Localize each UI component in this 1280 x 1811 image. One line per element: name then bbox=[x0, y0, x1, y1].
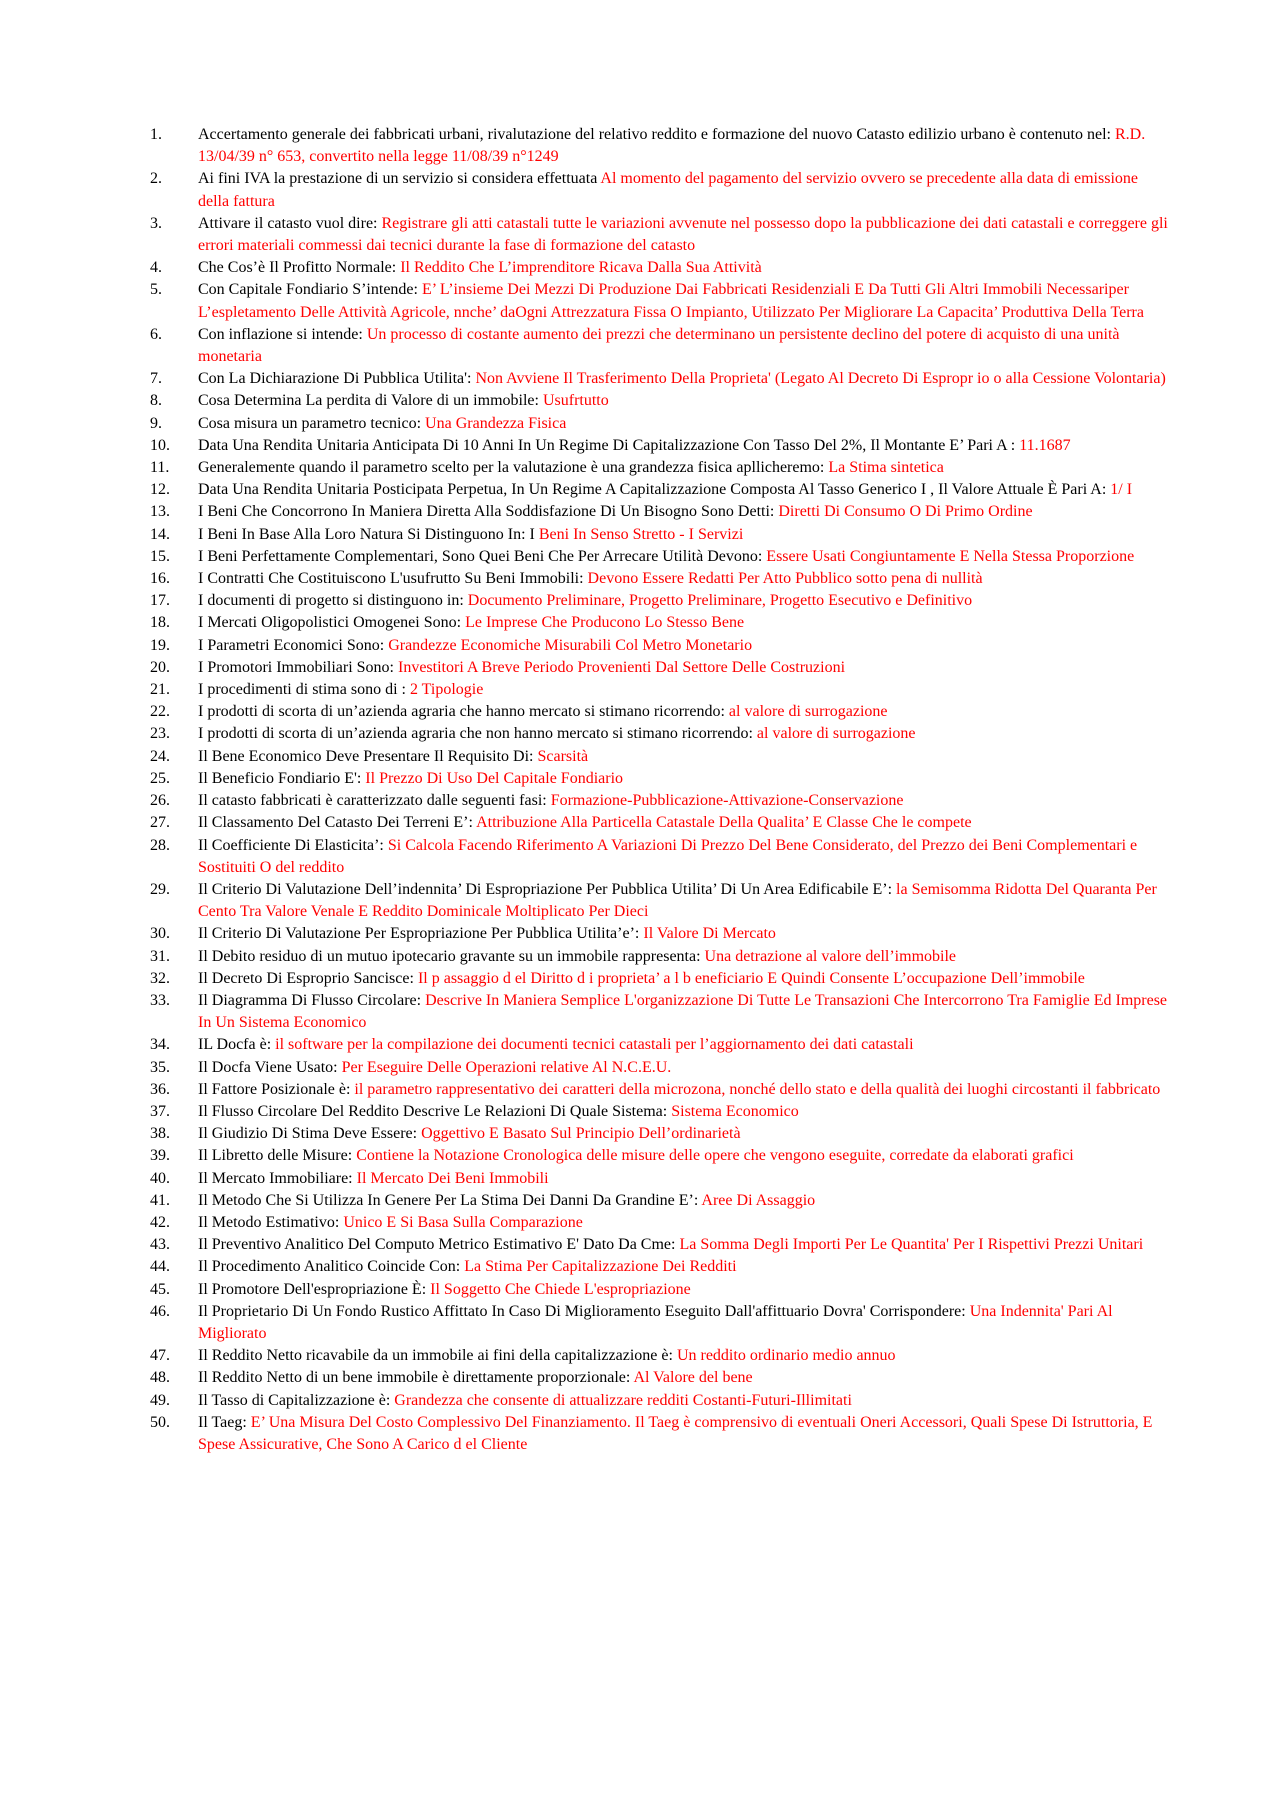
list-item bbox=[150, 524, 1170, 546]
item-number: 50. bbox=[150, 1413, 170, 1431]
question-text: Con Capitale Fondiario S’intende: bbox=[198, 281, 422, 299]
question-text: Il Giudizio Di Stima Deve Essere: bbox=[198, 1125, 422, 1143]
answer-text: La Somma Degli Importi Per Le Quantita' Per I Rispettivi Prezzi Unitari bbox=[679, 1236, 1144, 1254]
answer-text: Essere Usati Congiuntamente E Nella Stessa Proporzione bbox=[766, 547, 1135, 565]
item-number: 8. bbox=[150, 392, 162, 410]
question-text: Ai fini IVA la prestazione di un servizio si considera effettuata bbox=[198, 170, 601, 188]
list-item bbox=[150, 879, 1170, 923]
list-item bbox=[150, 390, 1170, 412]
question-text: Il Reddito Netto ricavabile da un immobile ai fini della capitalizzazione è: bbox=[198, 1347, 677, 1365]
list-item bbox=[150, 368, 1170, 390]
list-item bbox=[150, 546, 1170, 568]
answer-text: Diretti Di Consumo O Di Primo Ordine bbox=[778, 503, 1033, 521]
answer-text: Aree Di Assaggio bbox=[701, 1191, 816, 1209]
item-number: 40. bbox=[150, 1169, 170, 1187]
list-item bbox=[150, 124, 1170, 168]
item-number: 34. bbox=[150, 1036, 170, 1054]
item-number: 47. bbox=[150, 1347, 170, 1365]
item-number: 46. bbox=[150, 1302, 170, 1320]
list-item bbox=[150, 923, 1170, 945]
question-text: Il Bene Economico Deve Presentare Il Requisito Di: bbox=[198, 747, 538, 765]
question-text: Cosa Determina La perdita di Valore di un immobile: bbox=[198, 392, 543, 410]
item-number: 44. bbox=[150, 1258, 170, 1276]
question-text: Il Debito residuo di un mutuo ipotecario gravante su un immobile rappresenta: bbox=[198, 947, 705, 965]
question-text: Il Libretto delle Misure: bbox=[198, 1147, 357, 1165]
question-text: Il Tasso di Capitalizzazione è: bbox=[198, 1391, 395, 1409]
list-item bbox=[150, 501, 1170, 523]
list-item bbox=[150, 1034, 1170, 1056]
answer-text: Beni In Senso Stretto - I Servizi bbox=[538, 525, 744, 543]
question-text: Il Criterio Di Valutazione Per Espropriazione Per Pubblica Utilita’e’: bbox=[198, 925, 644, 943]
question-text: Accertamento generale dei fabbricati urbani, rivalutazione del relativo reddito e formazione del nuovo Catasto edilizio urbano è contenuto nel: bbox=[198, 126, 1115, 143]
item-number: 7. bbox=[150, 370, 162, 388]
question-text: Con La Dichiarazione Di Pubblica Utilita': bbox=[198, 370, 476, 388]
question-text: I Mercati Oligopolistici Omogenei Sono: bbox=[198, 614, 466, 632]
question-text: Il Procedimento Analitico Coincide Con: bbox=[198, 1258, 465, 1276]
list-item bbox=[150, 1079, 1170, 1101]
item-number: 26. bbox=[150, 792, 170, 810]
question-text: I Contratti Che Costituiscono L'usufrutto Su Beni Immobili: bbox=[198, 570, 588, 588]
list-item bbox=[150, 324, 1170, 368]
item-number: 9. bbox=[150, 414, 162, 432]
answer-text: Registrare gli atti catastali tutte le variazioni avvenute nel possesso dopo la pubblicazione dei dati catastali e correggere gli errori materiali commessi dai tecnici durante la fase di formazione del catasto bbox=[198, 214, 1168, 255]
list-item bbox=[150, 768, 1170, 790]
list-item bbox=[150, 435, 1170, 457]
answer-text: Scarsità bbox=[537, 747, 589, 765]
question-text: Il catasto fabbricati è caratterizzato dalle seguenti fasi: bbox=[198, 792, 551, 810]
question-text: Data Una Rendita Unitaria Posticipata Perpetua, In Un Regime A Capitalizzazione Composta Al Tasso Generico I , Il Valore Attuale È Pari A: bbox=[198, 481, 1111, 499]
question-text: Il Taeg: bbox=[198, 1413, 251, 1431]
question-text: I Beni Che Concorrono In Maniera Diretta Alla Soddisfazione Di Un Bisogno Sono Detti: bbox=[198, 503, 779, 521]
item-number: 35. bbox=[150, 1058, 170, 1076]
answer-text: E’ Una Misura Del Costo Complessivo Del Finanziamento. Il Taeg è comprensivo di eventuali Oneri Accessori, Quali Spese Di Istruttoria, E Spese Assicurative, Che Sono A Carico d el Cliente bbox=[198, 1413, 1153, 1453]
answer-text: Al momento del pagamento del servizio ovvero se precedente alla data di emissione della fattura bbox=[198, 170, 1138, 210]
item-number: 5. bbox=[150, 281, 162, 299]
answer-text: Descrive In Maniera Semplice L'organizzazione Di Tutte Le Transazioni Che Intercorrono Tra Famiglie Ed Imprese In Un Sistema Economico bbox=[198, 991, 1168, 1032]
question-text: Generalemente quando il parametro scelto per la valutazione è una grandezza fisica apllicheremo: bbox=[198, 459, 829, 477]
question-text: Il Coefficiente Di Elasticita’: bbox=[198, 836, 388, 854]
answer-text: Investitori A Breve Periodo Provenienti Dal Settore Delle Costruzioni bbox=[398, 658, 846, 676]
answer-text: al valore di surrogazione bbox=[728, 703, 888, 721]
question-text: Il Classamento Del Catasto Dei Terreni E’: bbox=[198, 814, 477, 832]
question-text: I Promotori Immobiliari Sono: bbox=[198, 658, 398, 676]
list-item bbox=[150, 279, 1170, 323]
item-number: 39. bbox=[150, 1147, 170, 1165]
item-number: 23. bbox=[150, 725, 170, 743]
list-item bbox=[150, 1057, 1170, 1079]
question-text: Il Promotore Dell'espropriazione È: bbox=[198, 1280, 431, 1298]
list-item bbox=[150, 612, 1170, 634]
answer-text: Il Prezzo Di Uso Del Capitale Fondiario bbox=[365, 769, 624, 787]
answer-text: Le Imprese Che Producono Lo Stesso Bene bbox=[465, 614, 745, 632]
answer-text: Formazione-Pubblicazione-Attivazione-Conservazione bbox=[550, 792, 904, 810]
answer-text: La Stima Per Capitalizzazione Dei Redditi bbox=[464, 1258, 737, 1276]
question-text: Il Criterio Di Valutazione Dell’indennita’ Di Espropriazione Per Pubblica Utilita’ Di Un Area Edificabile E’: bbox=[198, 880, 897, 898]
list-item bbox=[150, 723, 1170, 745]
item-number: 24. bbox=[150, 747, 170, 765]
question-text: Il Proprietario Di Un Fondo Rustico Affittato In Caso Di Miglioramento Eseguito Dall'affittuario Dovra' Corrispondere: bbox=[198, 1302, 970, 1320]
answer-text: il software per la compilazione dei documenti tecnici catastali per l’aggiornamento dei dati catastali bbox=[275, 1036, 914, 1054]
list-item bbox=[150, 835, 1170, 879]
answer-text: Una Indennita' Pari Al Migliorato bbox=[198, 1302, 1113, 1342]
question-text: Il Decreto Di Esproprio Sancisce: bbox=[198, 969, 418, 987]
list-item bbox=[150, 1190, 1170, 1212]
list-item bbox=[150, 1367, 1170, 1389]
answer-text: Il Reddito Che L’imprenditore Ricava Dalla Sua Attività bbox=[400, 259, 762, 277]
list-item bbox=[150, 413, 1170, 435]
list-item bbox=[150, 657, 1170, 679]
question-text: Attivare il catasto vuol dire: bbox=[198, 214, 382, 232]
answer-text: Documento Preliminare, Progetto Preliminare, Progetto Esecutivo e Definitivo bbox=[467, 592, 973, 610]
answer-text: Sistema Economico bbox=[671, 1102, 799, 1120]
answer-text: Una Grandezza Fisica bbox=[425, 414, 567, 432]
item-number: 27. bbox=[150, 814, 170, 832]
list-item bbox=[150, 1101, 1170, 1123]
item-number: 30. bbox=[150, 925, 170, 943]
question-text: Data Una Rendita Unitaria Anticipata Di 10 Anni In Un Regime Di Capitalizzazione Con Tasso Del 2%, Il Montante E’ Pari A : bbox=[198, 436, 1020, 454]
item-number: 4. bbox=[150, 259, 162, 277]
question-text: Cosa misura un parametro tecnico: bbox=[198, 414, 426, 432]
answer-text: La Stima sintetica bbox=[828, 459, 944, 477]
answer-text: Grandezza che consente di attualizzare redditi Costanti-Futuri-Illimitati bbox=[394, 1391, 852, 1409]
item-number: 3. bbox=[150, 214, 162, 232]
item-number: 18. bbox=[150, 614, 170, 632]
question-text: Il Diagramma Di Flusso Circolare: bbox=[198, 991, 426, 1009]
answer-text: Il p assaggio d el Diritto d i proprieta’ a l b eneficiario E Quindi Consente L’occupazione Dell’immobile bbox=[417, 969, 1085, 987]
question-text: Il Preventivo Analitico Del Computo Metrico Estimativo E' Dato Da Cme: bbox=[198, 1236, 680, 1254]
item-number: 6. bbox=[150, 325, 162, 343]
list-item bbox=[150, 679, 1170, 701]
answer-text: Devono Essere Redatti Per Atto Pubblico sotto pena di nullità bbox=[587, 570, 983, 588]
item-number: 41. bbox=[150, 1191, 170, 1209]
answer-text: 1/ I bbox=[1110, 481, 1133, 499]
list-item bbox=[150, 168, 1170, 212]
item-number: 31. bbox=[150, 947, 170, 965]
list-item bbox=[150, 701, 1170, 723]
item-number: 42. bbox=[150, 1213, 170, 1231]
answer-text: Contiene la Notazione Cronologica delle misure delle opere che vengono eseguite, corredate da elaborati grafici bbox=[356, 1147, 1074, 1165]
answer-text: la Semisomma Ridotta Del Quaranta Per Cento Tra Valore Venale E Reddito Dominicale Moltiplicato Per Dieci bbox=[198, 880, 1157, 921]
list-item bbox=[150, 790, 1170, 812]
list-item bbox=[150, 1345, 1170, 1367]
list-item bbox=[150, 1279, 1170, 1301]
item-number: 37. bbox=[150, 1102, 170, 1120]
list-item bbox=[150, 213, 1170, 257]
item-number: 33. bbox=[150, 991, 170, 1009]
item-number: 29. bbox=[150, 880, 170, 898]
question-text: I Beni Perfettamente Complementari, Sono Quei Beni Che Per Arrecare Utilità Devono: bbox=[198, 547, 767, 565]
list-item bbox=[150, 568, 1170, 590]
answer-text: Unico E Si Basa Sulla Comparazione bbox=[343, 1213, 583, 1231]
qa-list bbox=[150, 124, 1170, 1456]
list-item bbox=[150, 1301, 1170, 1345]
question-text: Il Mercato Immobiliare: bbox=[198, 1169, 357, 1187]
item-number: 11. bbox=[150, 459, 170, 477]
item-number: 25. bbox=[150, 769, 170, 787]
list-item bbox=[150, 812, 1170, 834]
question-text: I prodotti di scorta di un’azienda agraria che hanno mercato si stimano ricorrendo: bbox=[198, 703, 729, 721]
answer-text: 11.1687 bbox=[1019, 436, 1071, 454]
answer-text: Il Mercato Dei Beni Immobili bbox=[356, 1169, 549, 1187]
answer-text: Per Eseguire Delle Operazioni relative Al N.C.E.U. bbox=[341, 1058, 672, 1076]
answer-text: Il Valore Di Mercato bbox=[643, 925, 776, 943]
question-text: Il Metodo Che Si Utilizza In Genere Per La Stima Dei Danni Da Grandine E’: bbox=[198, 1191, 702, 1209]
item-number: 19. bbox=[150, 636, 170, 654]
item-number: 28. bbox=[150, 836, 170, 854]
list-item bbox=[150, 590, 1170, 612]
list-item bbox=[150, 990, 1170, 1034]
item-number: 2. bbox=[150, 170, 162, 188]
item-number: 32. bbox=[150, 969, 170, 987]
item-number: 16. bbox=[150, 570, 170, 588]
item-number: 45. bbox=[150, 1280, 170, 1298]
list-item bbox=[150, 457, 1170, 479]
answer-text: R.D. 13/04/39 n° 653, convertito nella legge 11/08/39 n°1249 bbox=[198, 126, 1146, 166]
item-number: 10. bbox=[150, 436, 170, 454]
list-item bbox=[150, 1123, 1170, 1145]
question-text: I Parametri Economici Sono: bbox=[198, 636, 389, 654]
list-item bbox=[150, 635, 1170, 657]
item-number: 38. bbox=[150, 1125, 170, 1143]
question-text: Il Fattore Posizionale è: bbox=[198, 1080, 355, 1098]
list-item bbox=[150, 746, 1170, 768]
answer-text: Al Valore del bene bbox=[633, 1369, 753, 1387]
list-item bbox=[150, 1168, 1170, 1190]
item-number: 21. bbox=[150, 681, 170, 699]
list-item bbox=[150, 1234, 1170, 1256]
answer-text: Il Soggetto Che Chiede L'espropriazione bbox=[430, 1280, 691, 1298]
item-number: 17. bbox=[150, 592, 170, 610]
answer-text: Usufrtutto bbox=[542, 392, 609, 410]
question-text: I prodotti di scorta di un’azienda agraria che non hanno mercato si stimano ricorrendo: bbox=[198, 725, 757, 743]
question-text: IL Docfa è: bbox=[198, 1036, 276, 1054]
item-number: 36. bbox=[150, 1080, 170, 1098]
item-number: 22. bbox=[150, 703, 170, 721]
list-item bbox=[150, 1145, 1170, 1167]
list-item bbox=[150, 479, 1170, 501]
answer-text: Oggettivo E Basato Sul Principio Dell’ordinarietà bbox=[421, 1125, 741, 1143]
item-number: 49. bbox=[150, 1391, 170, 1409]
item-number: 15. bbox=[150, 547, 170, 565]
item-number: 48. bbox=[150, 1369, 170, 1387]
question-text: Che Cos’è Il Profitto Normale: bbox=[198, 259, 401, 277]
question-text: I documenti di progetto si distinguono in: bbox=[198, 592, 468, 610]
answer-text: Non Avviene Il Trasferimento Della Proprieta' (Legato Al Decreto Di Espropr io o alla Cessione Volontaria) bbox=[475, 370, 1166, 388]
answer-text: al valore di surrogazione bbox=[756, 725, 916, 743]
answer-text: Un processo di costante aumento dei prezzi che determinano un persistente declino del potere di acquisto di una unità monetaria bbox=[198, 325, 1120, 366]
list-item bbox=[150, 968, 1170, 990]
question-text: Il Metodo Estimativo: bbox=[198, 1213, 344, 1231]
answer-text: Attribuzione Alla Particella Catastale Della Qualita’ E Classe Che le compete bbox=[476, 814, 972, 832]
question-text: I procedimenti di stima sono di : bbox=[198, 681, 410, 699]
item-number: 12. bbox=[150, 481, 170, 499]
list-item bbox=[150, 1390, 1170, 1412]
answer-text: Grandezze Economiche Misurabili Col Metro Monetario bbox=[388, 636, 753, 654]
answer-text: 2 Tipologie bbox=[409, 681, 484, 699]
list-item bbox=[150, 1256, 1170, 1278]
question-text: Il Flusso Circolare Del Reddito Descrive Le Relazioni Di Quale Sistema: bbox=[198, 1102, 672, 1120]
answer-text: Si Calcola Facendo Riferimento A Variazioni Di Prezzo Del Bene Considerato, del Prezzo dei Beni Complementari e Sostituiti O del reddito bbox=[198, 836, 1138, 876]
answer-text: Un reddito ordinario medio annuo bbox=[676, 1347, 896, 1365]
question-text: I Beni In Base Alla Loro Natura Si Distinguono In: I bbox=[198, 525, 539, 543]
list-item bbox=[150, 257, 1170, 279]
item-number: 13. bbox=[150, 503, 170, 521]
item-number: 1. bbox=[150, 126, 162, 143]
item-number: 20. bbox=[150, 658, 170, 676]
question-text: Con inflazione si intende: bbox=[198, 325, 367, 343]
list-item bbox=[150, 1412, 1170, 1456]
answer-text: il parametro rappresentativo dei caratteri della microzona, nonché dello stato e della qualità dei luoghi circostanti il fabbricato bbox=[354, 1080, 1161, 1098]
item-number: 43. bbox=[150, 1236, 170, 1254]
item-number: 14. bbox=[150, 525, 170, 543]
question-text: Il Beneficio Fondiario E': bbox=[198, 769, 366, 787]
question-text: Il Docfa Viene Usato: bbox=[198, 1058, 342, 1076]
list-item bbox=[150, 946, 1170, 968]
answer-text: E’ L’insieme Dei Mezzi Di Produzione Dai Fabbricati Residenziali E Da Tutti Gli Altri Immobili Necessariper L’espletamento Delle Attività Agricole, nnche’ daOgni Attrezzatura Fissa O Impianto, Utilizzato Per Migliorare La Capacita’ Produttiva Della Terra bbox=[198, 281, 1144, 321]
answer-text: Una detrazione al valore dell’immobile bbox=[704, 947, 956, 965]
question-text: Il Reddito Netto di un bene immobile è direttamente proporzionale: bbox=[198, 1369, 634, 1387]
list-item bbox=[150, 1212, 1170, 1234]
